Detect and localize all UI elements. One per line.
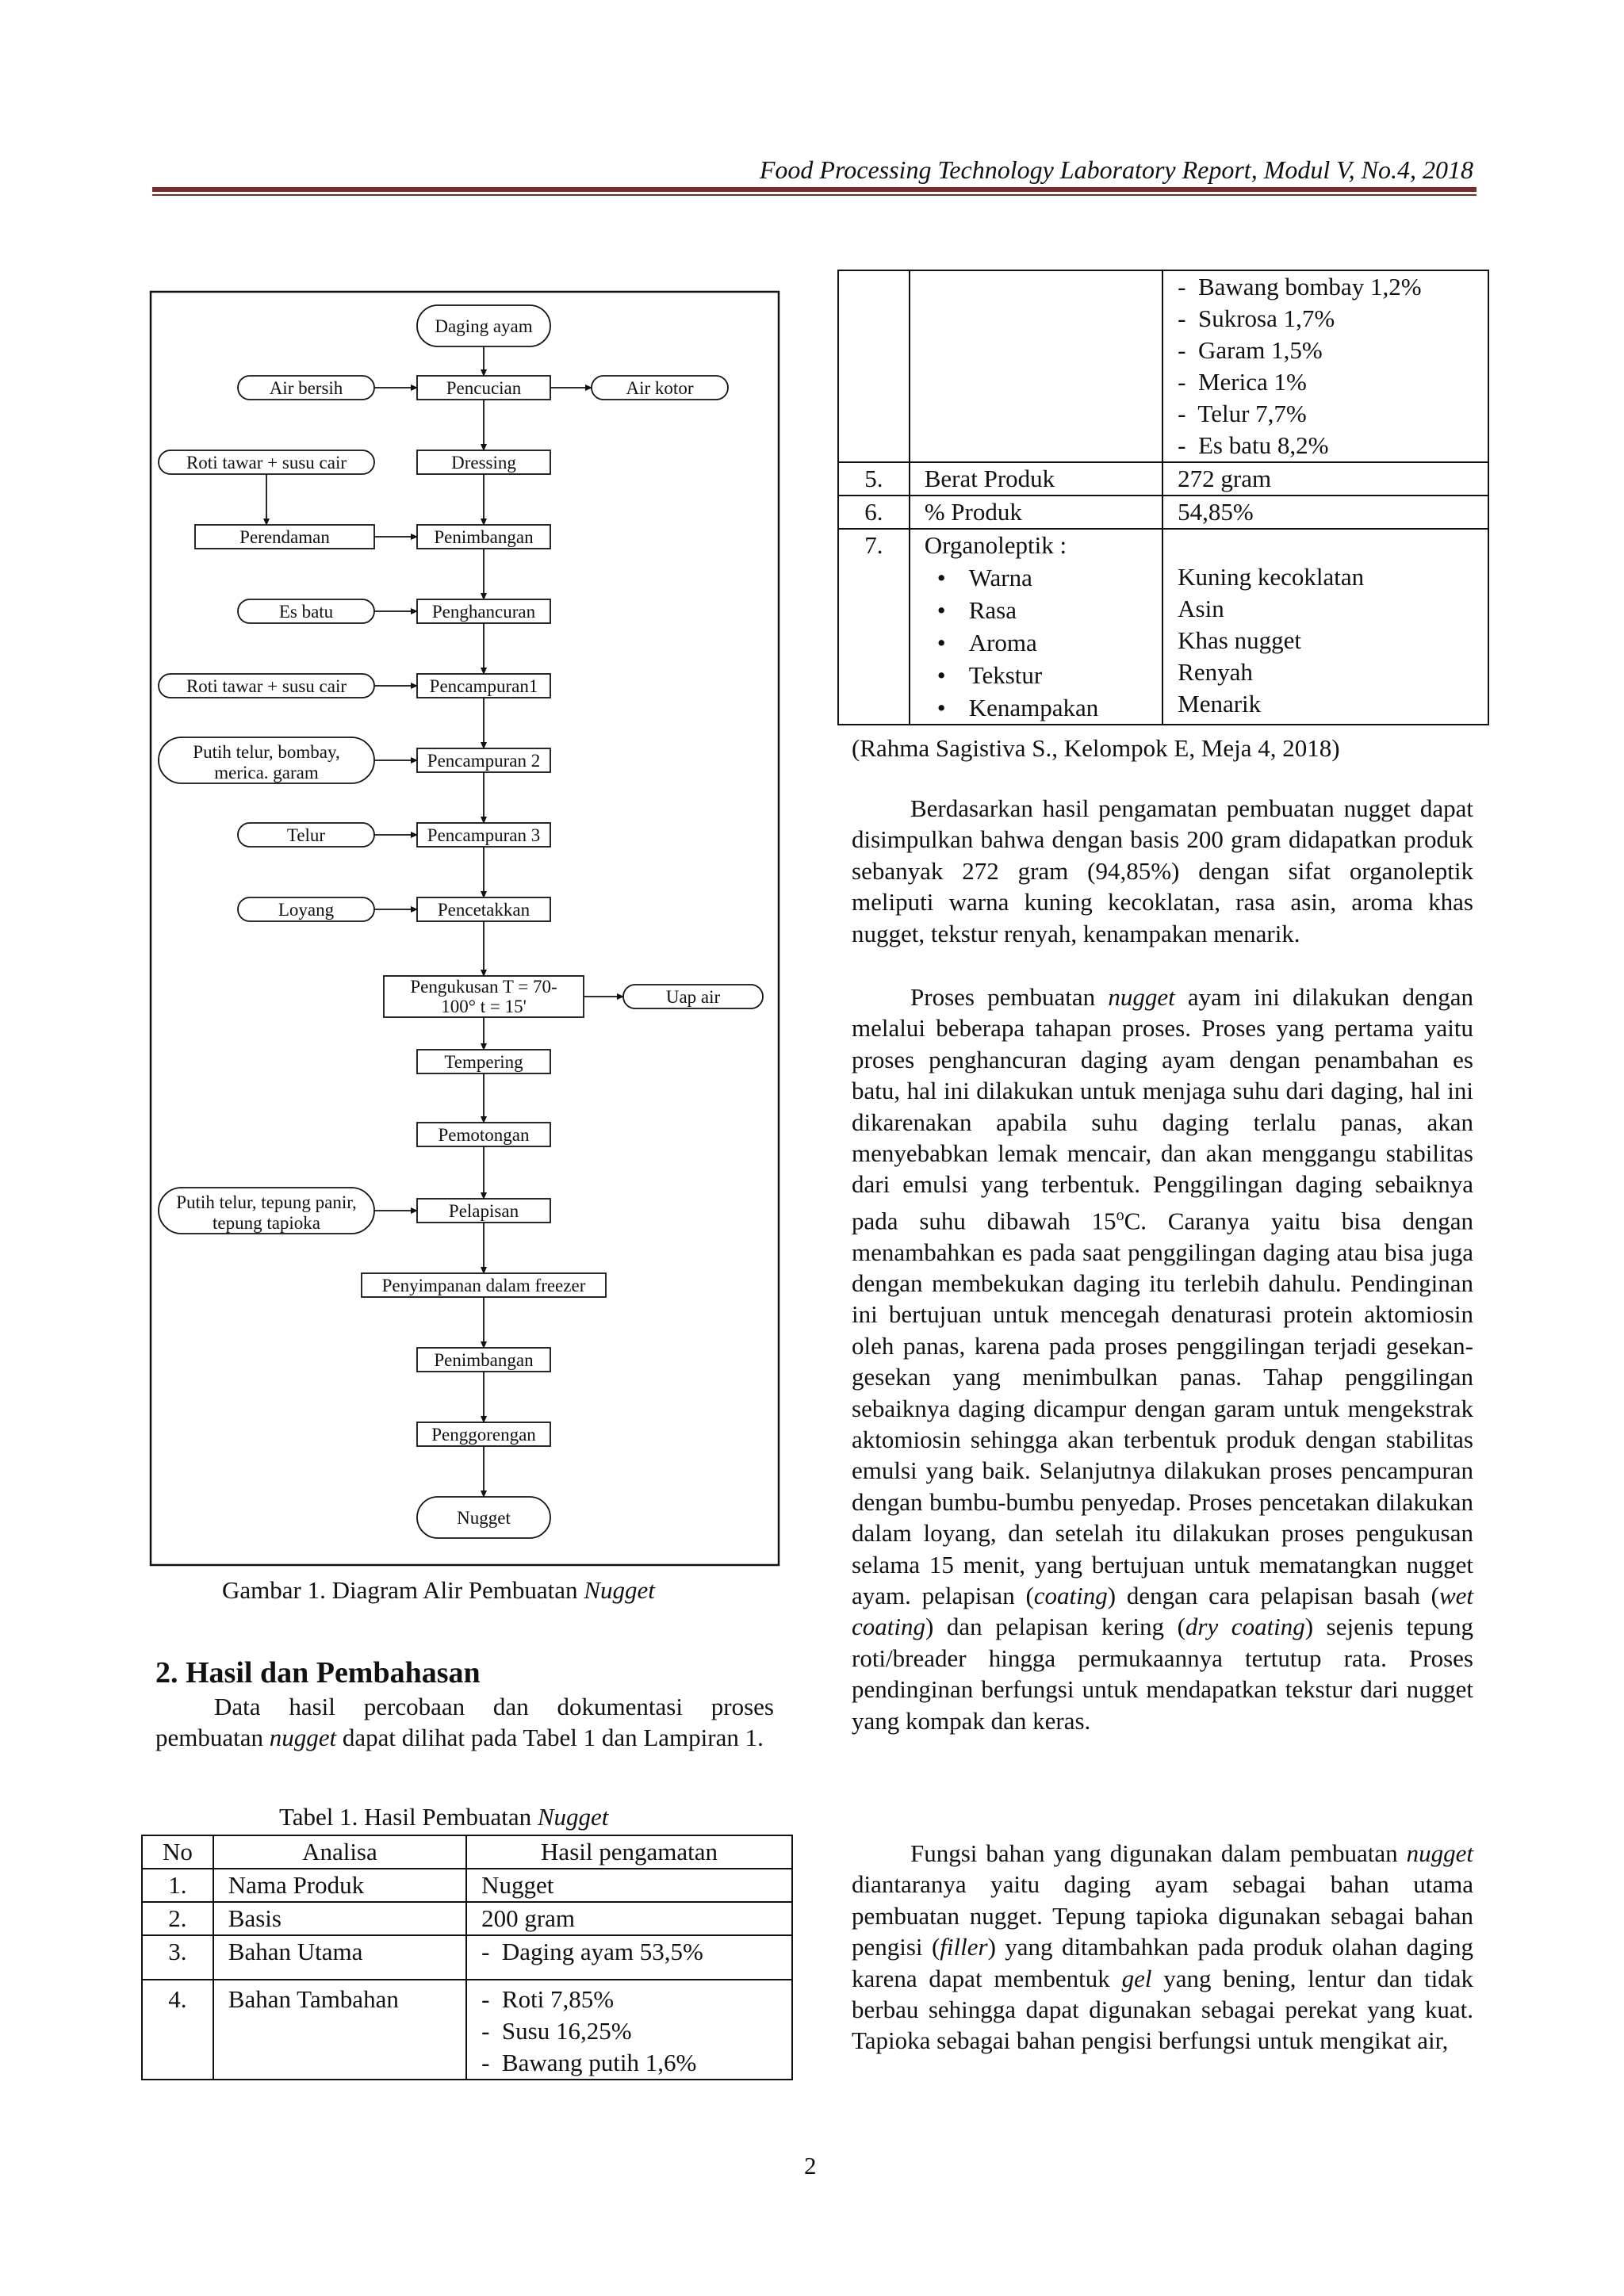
- row-analisa: Berat Produk: [910, 462, 1162, 496]
- list-item: • Kenampakan: [937, 691, 1162, 724]
- list-item: • Aroma: [937, 626, 1162, 659]
- list-item: - Susu 16,25%: [481, 2015, 791, 2047]
- discussion-paragraph-1: Berdasarkan hasil pengamatan pembuatan nugget dapat disimpulkan bahwa dengan basis 200 gram didapatkan produk sebanyak 272 gram (94,85%) dengan sifat organoleptik meliputi warna kuning kecoklatan, rasa asin, aroma khas nugget, tekstur renyah, kenampakan menarik.: [852, 794, 1473, 947]
- p2-text: ) dan pelapisan kering (: [925, 1613, 1185, 1641]
- value-item: Khas nugget: [1178, 626, 1301, 654]
- list-item: - Sukrosa 1,7%: [1178, 303, 1488, 335]
- value-item: Menarik: [1178, 690, 1262, 718]
- value-item: Asin: [1178, 595, 1224, 622]
- results-table: [141, 1835, 793, 2080]
- row-no: 1.: [142, 1869, 213, 1902]
- label-dressing: Dressing: [451, 453, 516, 473]
- label-penyimpanan: Penyimpanan dalam freezer: [381, 1276, 586, 1295]
- label-putih-telur-1: Putih telur, bombay,: [193, 742, 340, 762]
- intro-text-2: dapat dilihat pada Tabel 1 dan Lampiran 1.: [336, 1724, 764, 1752]
- organoleptik-cell: [910, 529, 1162, 725]
- row-no: 4.: [142, 1980, 213, 2080]
- label-pencetakkan: Pencetakkan: [437, 900, 530, 920]
- label-pemotongan: Pemotongan: [438, 1125, 530, 1145]
- p2-text: ) dengan cara pelapisan basah (: [1107, 1582, 1439, 1610]
- label-pencampuran-3: Pencampuran 3: [427, 825, 541, 845]
- flowchart-diagram: [149, 290, 782, 1568]
- row-no: 6.: [838, 496, 910, 529]
- p3-text: diantaranya yaitu daging ayam sebagai bahan utama pembuatan nugget. Tepung tapioka digunakan sebagai bahan pengisi (: [852, 1870, 1473, 1961]
- discussion-paragraph-2: [852, 982, 1473, 1736]
- label-pencampuran-1: Pencampuran1: [429, 676, 538, 696]
- row-no: 5.: [838, 462, 910, 496]
- list-item: - Telur 7,7%: [1178, 398, 1488, 430]
- row-hasil-list: [466, 1935, 792, 1980]
- p3-text: yang bening, lentur dan tidak berbau sehingga dapat digunakan sebagai perekat yang kuat. Tapioka sebagai bahan pengisi berfungsi untuk mengikat air,: [852, 1964, 1473, 2055]
- label-loyang: Loyang: [278, 900, 335, 920]
- list-item: - Bawang putih 1,6%: [481, 2047, 791, 2079]
- row-no: 3.: [142, 1935, 213, 1980]
- header-analisa: Analisa: [213, 1835, 466, 1869]
- table-row: [142, 1902, 792, 1935]
- figure-caption: [222, 1576, 655, 1605]
- p2-text: C. Caranya yaitu bisa dengan menambahkan es pada saat penggilingan daging atau bisa juga dengan membekukan daging itu terlebih dahulu. Pendinginan ini bertujuan untuk mencegah denaturasi protein aktomiosin oleh panas, karena pada proses penggilingan terjadi gesekan-gesekan yang menimbulkan panas. Tahap penggilingan sebaiknya daging dicampur dengan garam untuk mengekstrak aktomiosin sehingga akan terbentuk produk dengan stabilitas emulsi yang baik. Selanjutnya dilakukan proses pencampuran dengan bumbu-bumbu penyedap. Proses pencetakan dilakukan dalam loyang, dan setelah itu dilakukan proses pengukusan selama 15 menit, yang bertujuan untuk mematangkan nugget ayam. pelapisan (: [852, 1207, 1473, 1610]
- row-analisa: Bahan Tambahan: [213, 1980, 466, 2080]
- intro-italic: nugget: [269, 1724, 337, 1752]
- row-hasil: Nugget: [466, 1869, 792, 1902]
- header-rule: [152, 187, 1477, 192]
- table-row: [142, 1935, 792, 1980]
- page-number: 2: [804, 2152, 817, 2179]
- table-caption: [279, 1803, 608, 1831]
- row-no-empty: [838, 270, 910, 462]
- p3-italic: gel: [1121, 1964, 1152, 1992]
- list-item: - Es batu 8,2%: [1178, 430, 1488, 461]
- label-telur: Telur: [286, 825, 326, 845]
- header-no: No: [142, 1835, 213, 1869]
- figure-caption-text: Gambar 1. Diagram Alir Pembuatan: [222, 1576, 584, 1604]
- p2-superscript: o: [1116, 1206, 1124, 1224]
- flow-labels: [176, 316, 720, 1528]
- label-tempering: Tempering: [444, 1052, 523, 1072]
- p3-italic: filler: [940, 1933, 988, 1961]
- label-uap-air: Uap air: [665, 987, 721, 1007]
- table-row: [142, 1869, 792, 1902]
- header-hasil: Hasil pengamatan: [466, 1835, 792, 1869]
- organoleptik-label: Organoleptik :: [924, 531, 1067, 559]
- label-roti-susu-1: Roti tawar + susu cair: [186, 453, 347, 473]
- table-row: [142, 1980, 792, 2080]
- table-source: (Rahma Sagistiva S., Kelompok E, Meja 4, 2018): [852, 734, 1340, 762]
- list-item: - Merica 1%: [1178, 366, 1488, 398]
- p2-italic: coating: [1033, 1582, 1108, 1610]
- list-item: • Rasa: [937, 594, 1162, 626]
- list-item: • Warna: [937, 561, 1162, 594]
- label-roti-susu-2: Roti tawar + susu cair: [186, 676, 347, 696]
- section-heading: 2. Hasil dan Pembahasan: [155, 1656, 481, 1689]
- row-hasil: 272 gram: [1162, 462, 1488, 496]
- list-item: - Daging ayam 53,5%: [481, 1936, 791, 1968]
- list-item: • Tekstur: [937, 659, 1162, 691]
- label-pengukusan-2: 100° t = 15': [441, 997, 527, 1016]
- label-pencampuran-2: Pencampuran 2: [427, 751, 541, 771]
- header-rule-thin: [152, 194, 1477, 196]
- label-penimbangan-1: Penimbangan: [434, 527, 534, 547]
- row-analisa-empty: [910, 270, 1162, 462]
- table-caption-text: Tabel 1. Hasil Pembuatan: [279, 1803, 538, 1831]
- section-intro-paragraph: [155, 1691, 774, 1754]
- list-item: - Roti 7,85%: [481, 1984, 791, 2015]
- label-pelapis-1: Putih telur, tepung panir,: [176, 1192, 357, 1212]
- p3-text: Fungsi bahan yang digunakan dalam pembuatan: [910, 1839, 1407, 1867]
- row-hasil: 54,85%: [1162, 496, 1488, 529]
- p3-text: ) yang ditambahkan pada produk olahan daging karena dapat membentuk: [852, 1933, 1474, 1992]
- row-analisa: Basis: [213, 1902, 466, 1935]
- label-air-bersih: Air bersih: [269, 378, 343, 398]
- row-analisa: % Produk: [910, 496, 1162, 529]
- label-pencucian: Pencucian: [446, 378, 522, 398]
- label-penghancuran: Penghancuran: [431, 602, 536, 622]
- p2-text: ayam ini dilakukan dengan melalui beberapa tahapan proses. Proses yang pertama yaitu proses penghancuran daging ayam dengan penambahan es batu, hal ini dilakukan untuk menjaga suhu dari daging, hal ini dikarenakan apabila suhu daging terlalu panas, akan menyebabkan lemak mencair, dan akan menggangu stabilitas dari emulsi yang terbentuk. Penggilingan daging sebaiknya pada suhu dibawah 15: [852, 983, 1473, 1235]
- label-putih-telur-2: merica. garam: [214, 763, 319, 783]
- journal-header: Food Processing Technology Laboratory Report, Modul V, No.4, 2018: [759, 155, 1473, 184]
- intro-text-1: Data hasil percobaan dan dokumentasi proses pembuatan: [155, 1693, 774, 1752]
- label-es-batu: Es batu: [278, 602, 334, 622]
- row-hasil: 200 gram: [466, 1902, 792, 1935]
- label-pelapis-2: tepung tapioka: [212, 1213, 321, 1233]
- label-air-kotor: Air kotor: [626, 378, 694, 398]
- organoleptik-values: [1162, 529, 1488, 725]
- table-row: [838, 529, 1488, 725]
- label-daging-ayam: Daging ayam: [435, 316, 533, 336]
- row-hasil-list: [1162, 270, 1488, 462]
- row-no: 2.: [142, 1902, 213, 1935]
- row-hasil-list: [466, 1980, 792, 2080]
- table-row: [838, 462, 1488, 496]
- p3-italic: nugget: [1406, 1839, 1473, 1867]
- results-table-continued: [837, 270, 1489, 725]
- figure-caption-italic: Nugget: [584, 1576, 655, 1604]
- value-item: Renyah: [1178, 658, 1253, 686]
- p2-italic: nugget: [1108, 983, 1175, 1011]
- label-nugget: Nugget: [457, 1508, 511, 1528]
- row-analisa: Bahan Utama: [213, 1935, 466, 1980]
- row-analisa: Nama Produk: [213, 1869, 466, 1902]
- label-perendaman: Perendaman: [239, 527, 330, 547]
- row-no: 7.: [838, 529, 910, 725]
- label-pelapisan: Pelapisan: [448, 1201, 519, 1221]
- label-pengukusan-1: Pengukusan T = 70-: [410, 977, 557, 997]
- table-row: [838, 496, 1488, 529]
- label-penimbangan-2: Penimbangan: [434, 1350, 534, 1370]
- list-item: - Garam 1,5%: [1178, 335, 1488, 366]
- p2-italic: wet coating: [852, 1582, 1473, 1641]
- table-row: [838, 270, 1488, 462]
- value-item: Kuning kecoklatan: [1178, 563, 1365, 591]
- table-caption-italic: Nugget: [537, 1803, 609, 1831]
- table-header-row: [142, 1835, 792, 1869]
- label-penggorengan: Penggorengan: [431, 1425, 536, 1445]
- figure-frame: [151, 292, 779, 1565]
- p2-italic: dry coating: [1185, 1613, 1305, 1641]
- list-item: - Bawang bombay 1,2%: [1178, 271, 1488, 303]
- p2-text: Proses pembuatan: [910, 983, 1109, 1011]
- p2-text: ) sejenis tepung roti/breader hingga permukaannya tertutup rata. Proses pendinginan berfungsi untuk mendapatkan tekstur dari nugget yang kompak dan keras.: [852, 1613, 1473, 1735]
- discussion-paragraph-3: [852, 1838, 1473, 2057]
